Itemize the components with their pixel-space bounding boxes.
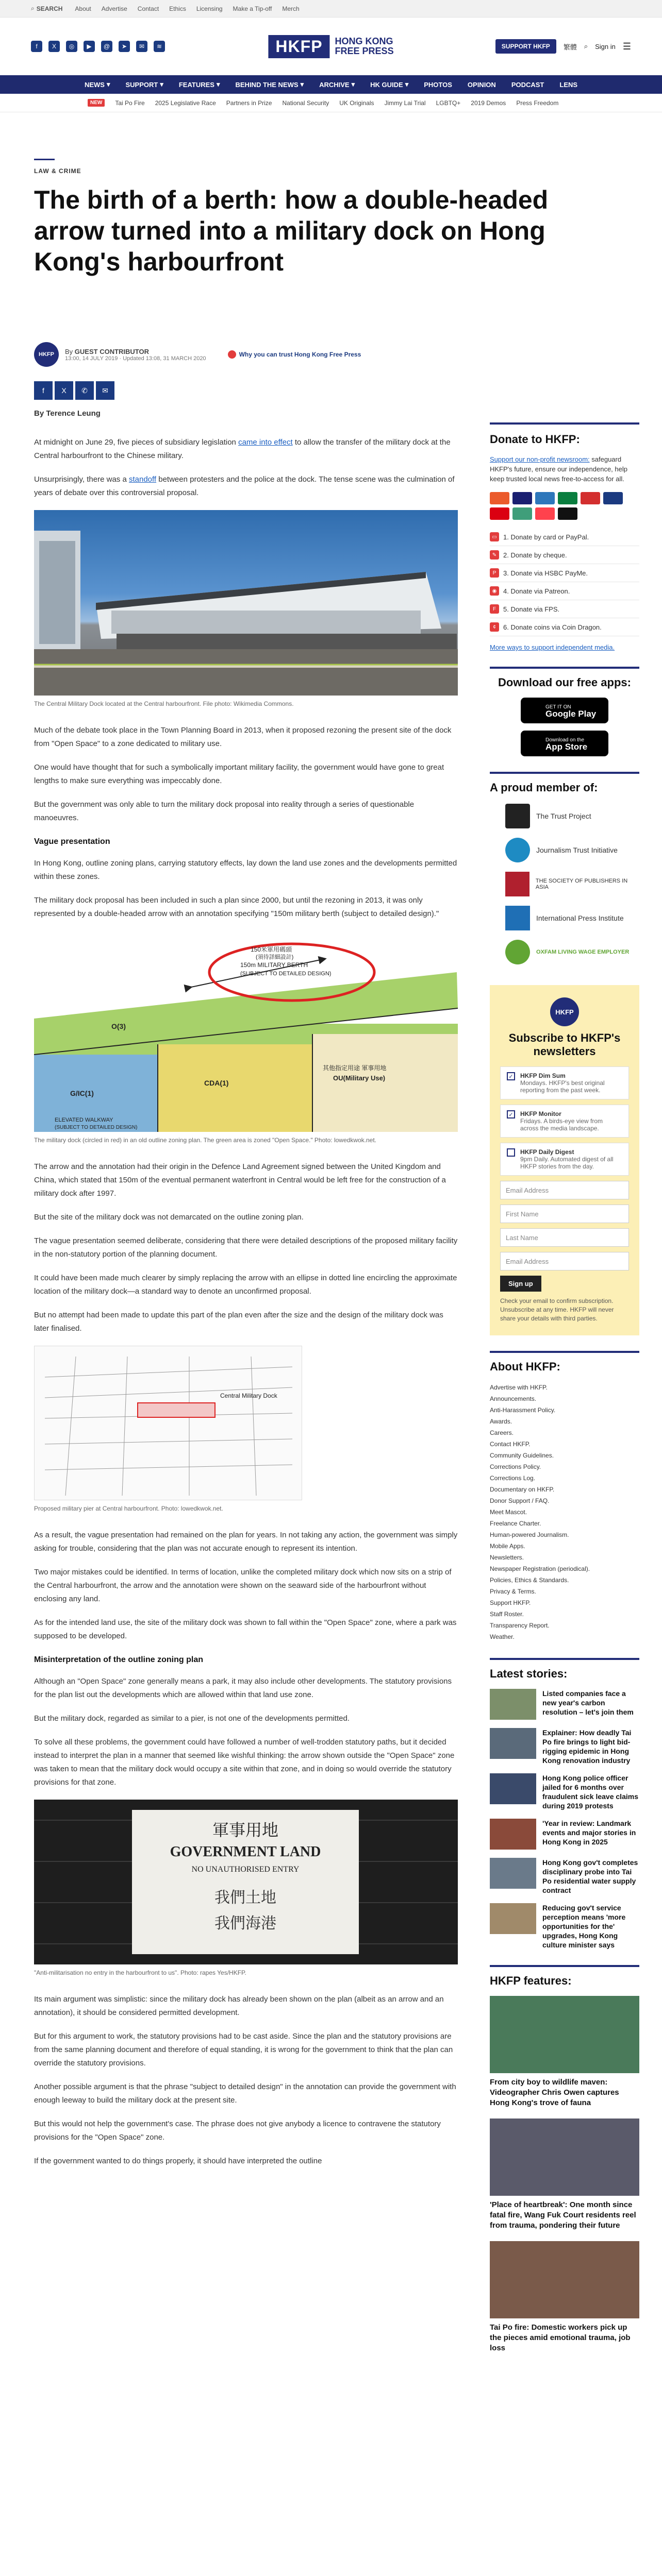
social-links — [31, 41, 165, 52]
member-logo[interactable]: THE SOCIETY OF PUBLISHERS IN ASIA — [505, 872, 639, 896]
map-label: (SUBJECT TO DETAILED DESIGN) — [240, 971, 332, 977]
nav-item-podcast[interactable]: PODCAST — [511, 80, 544, 89]
newsletter-option[interactable]: HKFP Daily Digest 9pm Daily. Automated digest of all HKFP stories from the day. — [500, 1143, 629, 1176]
paragraph: Although an "Open Space" zone generally means a park, it may also include other developments. The statutory provisions for the plan list out the developments which are allowed within that land use zone. — [34, 1677, 452, 1699]
inline-link[interactable]: came into effect — [238, 438, 293, 447]
zoning-map[interactable] — [34, 931, 458, 1132]
story-thumbnail — [490, 1858, 536, 1889]
payment-icons — [490, 492, 639, 520]
latest-title: Latest stories: — [490, 1658, 639, 1681]
category-rule — [34, 159, 55, 160]
map-label: 150m MILITARY BERTH — [240, 961, 308, 969]
about-link[interactable]: Anti-Harassment Policy. — [490, 1406, 556, 1414]
sidebar — [490, 422, 639, 2364]
trending-item[interactable]: 2025 Legislative Race — [155, 99, 216, 107]
about-link[interactable]: Policies, Ethics & Standards. — [490, 1577, 569, 1584]
site-header — [0, 18, 662, 75]
apps-title: Download our free apps: — [490, 667, 639, 689]
paypal-icon — [603, 492, 623, 504]
nav-item-features[interactable]: FEATURES ▾ — [178, 80, 220, 89]
top-link[interactable]: Ethics — [169, 5, 186, 12]
paragraph: The military dock proposal has been included in such a plan since 2000, but until the rezoning in 2013, it was only represented by a double-headed arrow with an annotation specifying "150m military berth (subject to detailed design)." — [34, 896, 439, 918]
figure-caption: "Anti-militarisation no entry in the harbourfront to us". Photo: rapes Yes/HKFP. — [34, 1969, 246, 1976]
chevron-down-icon: ▾ — [300, 80, 304, 88]
latest-story[interactable]: 'Year in review: Landmark events and major stories in Hong Kong in 2025 — [490, 1819, 639, 1850]
paragraph: If the government wanted to do things properly, it should have interpreted the outline — [34, 2157, 322, 2165]
latest-story[interactable]: Hong Kong gov't completes disciplinary probe into Tai Po residential water supply contract — [490, 1858, 639, 1895]
trending-bar — [0, 94, 662, 112]
email-field-top[interactable]: Email Address — [500, 1181, 629, 1199]
nav-item-support[interactable]: SUPPORT ▾ — [125, 80, 163, 89]
chevron-down-icon: ▾ — [351, 80, 355, 88]
donate-option[interactable]: ¢ 6. Donate coins via Coin Dragon. — [490, 618, 639, 636]
section-heading: Misinterpretation of the outline zoning plan — [34, 1655, 203, 1664]
checkbox[interactable] — [507, 1148, 515, 1157]
menu-icon[interactable]: ☰ — [622, 41, 631, 52]
trending-item[interactable]: Jimmy Lai Trial — [384, 99, 426, 107]
chevron-down-icon: ▾ — [106, 80, 110, 88]
about-link[interactable]: Meet Mascot. — [490, 1509, 527, 1516]
newsletter-fineprint: Check your email to confirm subscription. Unsubscribe at any time. HKFP will never share your details with third parties. — [500, 1297, 614, 1322]
about-link[interactable]: Community Guidelines. — [490, 1452, 554, 1459]
author-block — [34, 342, 361, 367]
about-link[interactable]: Announcements. — [490, 1395, 537, 1402]
paragraph: It could have been made much clearer by simply replacing the arrow with an ellipse in dotted line encircling the approximate location of the military dock—a standard way to denote an unconfirmed proposal. — [34, 1274, 457, 1296]
avatar[interactable]: HKFP — [34, 342, 59, 367]
sign-text: GOVERNMENT LAND — [170, 1844, 321, 1860]
share-mail-icon[interactable]: ✉ — [96, 381, 114, 400]
figure-dock-photo — [34, 510, 458, 708]
ipi-icon — [505, 906, 530, 930]
story-thumbnail — [490, 1773, 536, 1804]
article-body — [34, 407, 458, 2178]
protest-sign-photo[interactable] — [34, 1800, 458, 1964]
feature-story[interactable]: 'Place of heartbreak': One month since fatal fire, Wang Fuk Court residents reel from trauma, pondering their future — [490, 2119, 639, 2231]
about-link[interactable]: Mobile Apps. — [490, 1543, 525, 1550]
article-dates: 13:00, 14 JULY 2019 · Updated 13:08, 31 MARCH 2020 — [65, 355, 206, 362]
about-link[interactable]: Donor Support / FAQ. — [490, 1497, 550, 1504]
trending-item[interactable]: Tai Po Fire — [115, 99, 145, 107]
nav-item-lens[interactable]: LENS — [559, 80, 578, 89]
site-logo[interactable] — [268, 35, 393, 58]
donate-more-link[interactable]: More ways to support independent media. — [490, 643, 615, 651]
facebook-icon[interactable]: f — [31, 41, 42, 52]
member-title: A proud member of: — [490, 772, 639, 794]
figure-caption: The military dock (circled in red) in an old outline zoning plan. The green area is zoned "Open Space." Photo: lowedkwok.net. — [34, 1137, 377, 1144]
google-play-button[interactable]: GET IT ON Google Play — [521, 698, 608, 723]
paragraph: Two major mistakes could be identified. In terms of location, unlike the completed military dock which now sits on a strip of the Central harbourfront, the arrow and the annotation were shown on the seaward side of the harbourfront without enclosing any land. — [34, 1568, 452, 1603]
about-link[interactable]: Newspaper Registration (periodical). — [490, 1565, 590, 1572]
about-link[interactable]: Staff Roster. — [490, 1611, 524, 1618]
about-link[interactable]: Advertise with HKFP. — [490, 1384, 548, 1391]
signin-link[interactable]: Sign in — [595, 42, 616, 50]
apple-pay-icon — [558, 507, 577, 520]
feature-story[interactable]: Tai Po fire: Domestic workers pick up the pieces amid emotional trauma, job loss — [490, 2241, 639, 2353]
paragraph: The vague presentation seemed deliberate, considering that there were detailed descriptions of the proposed military facility in the non-statutory portion of the planning document. — [34, 1236, 458, 1259]
about-link[interactable]: Privacy & Terms. — [490, 1588, 536, 1595]
article-title: The birth of a berth: how a double-headed arrow turned into a military dock on Hong Kong's harbourfront — [34, 185, 549, 276]
paragraph: But for this argument to work, the statutory provisions had to be cast aside. Since the plan and the statutory provisions are from the same planning document and therefore of equal standing, it is wrong for the government to think that the plan can override the statutory provisions. — [34, 2032, 453, 2067]
feature-image — [490, 2241, 639, 2318]
figure-caption: The Central Military Dock located at the Central harbourfront. File photo: Wikimedia Commons. — [34, 700, 294, 707]
jti-icon — [505, 838, 530, 862]
paragraph: One would have thought that for such a symbolically important military facility, the government would have gone to great lengths to make sure everything was impeccably done. — [34, 763, 444, 785]
about-link[interactable]: Support HKFP. — [490, 1599, 531, 1606]
checkbox[interactable]: ✓ — [507, 1110, 515, 1118]
figure-zoning-map — [34, 931, 458, 1145]
map-label: ELEVATED WALKWAY — [55, 1117, 113, 1123]
about-link[interactable]: Freelance Charter. — [490, 1520, 541, 1527]
paragraph: But the site of the military dock was not demarcated on the outline zoning plan. — [34, 1213, 304, 1222]
sign-text: 軍事用地 — [212, 1821, 279, 1839]
about-title: About HKFP: — [490, 1351, 639, 1374]
about-link[interactable]: Contact HKFP. — [490, 1440, 531, 1448]
checkbox[interactable]: ✓ — [507, 1072, 515, 1080]
nav-item-behind[interactable]: BEHIND THE NEWS ▾ — [235, 80, 304, 89]
jcb-icon — [558, 492, 577, 504]
about-link[interactable]: Human-powered Journalism. — [490, 1531, 569, 1538]
donate-option[interactable]: F 5. Donate via FPS. — [490, 600, 639, 618]
top-link[interactable]: Licensing — [196, 5, 223, 12]
trust-icon — [228, 350, 236, 359]
share-facebook-icon[interactable]: f — [34, 381, 53, 400]
email-field[interactable]: Email Address — [500, 1252, 629, 1270]
chevron-down-icon: ▾ — [160, 80, 163, 88]
search-link[interactable]: SEARCH — [36, 5, 63, 12]
paragraph: Another possible argument is that the phrase "subject to detailed design" in the annotation can provide the government with enough leeway to build the military dock at the present site. — [34, 2082, 456, 2105]
sign-text: NO UNAUTHORISED ENTRY — [191, 1865, 300, 1874]
paragraph: In Hong Kong, outline zoning plans, carrying statutory effects, lay down the land use zones and the developments permitted within these zones. — [34, 859, 457, 881]
paragraph: But the military dock, regarded as similar to a pier, is not one of the developments permitted. — [34, 1714, 350, 1723]
donate-option[interactable]: ✎ 2. Donate by cheque. — [490, 546, 639, 564]
paragraph: Much of the debate took place in the Town Planning Board in 2013, when it proposed rezoning the present site of the dock from "Open Space" to a zone dedicated to military use. — [34, 726, 452, 748]
latest-story[interactable]: Explainer: How deadly Tai Po fire brings to light bid-rigging epidemic in Hong Kong renovation industry — [490, 1728, 639, 1765]
feature-image — [490, 2119, 639, 2196]
signup-button[interactable]: Sign up — [500, 1276, 541, 1292]
top-links — [75, 5, 299, 12]
donate-lead-link[interactable]: Support our non-profit newsroom: — [490, 455, 590, 463]
inline-link[interactable]: standoff — [128, 475, 157, 484]
trending-item[interactable]: Partners in Prize — [226, 99, 272, 107]
top-link[interactable]: About — [75, 5, 91, 12]
story-thumbnail — [490, 1689, 536, 1720]
nav-item-opinion[interactable]: OPINION — [467, 80, 496, 89]
about-link[interactable]: Careers. — [490, 1429, 514, 1436]
about-link[interactable]: Corrections Log. — [490, 1475, 536, 1482]
paragraph: As for the intended land use, the site of the military dock was shown to fall within the "Open Space" zone, where a park was supposed to be developed. — [34, 1618, 457, 1640]
patreon-icon: ◉ — [490, 586, 499, 596]
about-link[interactable]: Newsletters. — [490, 1554, 524, 1561]
latest-story[interactable]: Listed companies face a new year's carbon resolution – let's join them — [490, 1689, 639, 1720]
newsletter-box — [490, 985, 639, 1335]
map-label: (SUBJECT TO DETAILED DESIGN) — [55, 1125, 138, 1130]
pier-sketch[interactable] — [34, 1346, 302, 1500]
latest-story[interactable]: Reducing gov't service perception means 'more opportunities for the' upgrades, Hong Kong culture minister says — [490, 1903, 639, 1950]
features-title: HKFP features: — [490, 1965, 639, 1988]
figure-protest-sign — [34, 1800, 458, 1977]
app-store-button[interactable]: Download on the App Store — [521, 731, 608, 756]
top-link[interactable]: Merch — [282, 5, 300, 12]
nav-item-guide[interactable]: HK GUIDE ▾ — [370, 80, 409, 89]
paragraph: But the government was only able to turn the military dock proposal into reality through a series of questionable manoeuvres. — [34, 800, 415, 822]
nav-item-news[interactable]: NEWS ▾ — [84, 80, 110, 89]
top-link[interactable]: Advertise — [101, 5, 127, 12]
feature-story[interactable]: From city boy to wildlife maven: Videographer Chris Owen captures Hong Kong's trove of fauna — [490, 1996, 639, 2108]
donate-option[interactable]: ◉ 4. Donate via Patreon. — [490, 582, 639, 600]
section-heading: Vague presentation — [34, 837, 110, 846]
map-label: (須待詳細設計) — [256, 954, 294, 960]
donate-box — [490, 422, 639, 651]
main-nav — [0, 75, 662, 94]
trending-item[interactable]: UK Originals — [339, 99, 374, 107]
new-badge: NEW — [88, 99, 105, 107]
newsletter-title: Subscribe to HKFP's newsletters — [508, 1031, 621, 1058]
newsletter-option[interactable]: ✓ HKFP Monitor Fridays. A birds-eye view from across the media landscape. — [500, 1105, 629, 1138]
oxfam-icon — [505, 940, 530, 964]
paragraph: But no attempt had been made to update this part of the plan even after the size and the design of the military dock was later finalised. — [34, 1311, 443, 1333]
paragraph: But this would not help the government's case. The phrase does not give anybody a licence to contravene the statutory provisions for the "Open Space" zone. — [34, 2120, 441, 2142]
paragraph: Its main argument was simplistic: since the military dock has already been shown on the plan (albeit as an arrow and an annotation), it should be considered permitted development. — [34, 1995, 444, 2017]
coin-icon: ¢ — [490, 622, 499, 632]
member-logo[interactable]: The Trust Project — [505, 804, 639, 828]
donate-title: Donate to HKFP: — [490, 433, 580, 446]
donate-option[interactable]: ▭ 1. Donate by card or PayPal. — [490, 528, 639, 546]
unionpay-icon — [581, 492, 600, 504]
about-link[interactable]: Corrections Policy. — [490, 1463, 541, 1470]
about-link[interactable]: Documentary on HKFP. — [490, 1486, 555, 1493]
figure-caption: Proposed military pier at Central harbourfront. Photo: lowedkwok.net. — [34, 1505, 223, 1512]
figure-pier-sketch — [34, 1346, 458, 1513]
top-link[interactable]: Make a Tip-off — [233, 5, 272, 12]
trending-item[interactable]: National Security — [282, 99, 329, 107]
sopa-icon — [505, 872, 529, 896]
about-links — [490, 1382, 639, 1642]
trending-item[interactable]: Press Freedom — [516, 99, 559, 107]
payme-icon — [490, 507, 509, 520]
youtube-icon[interactable]: ▶ — [84, 41, 95, 52]
map-label: 150米軍用碼頭 — [251, 946, 292, 953]
language-link[interactable]: 繁體 — [563, 43, 577, 51]
share-x-icon[interactable]: X — [55, 381, 73, 400]
paragraph: As a result, the vague presentation had remained on the plan for years. In not taking any action, the government was simply asking for trouble, considering that the plan was not accurate enough to represent its intention. — [34, 1531, 458, 1553]
search-icon[interactable]: ⌕ — [584, 42, 588, 50]
search-icon[interactable]: ⌕ — [31, 5, 35, 12]
donate-text: Support our non-profit newsroom: safeguard HKFP's future, ensure our independence, help keep trusted local news free-to-access for all. — [490, 455, 627, 483]
paragraph: Unsurprisingly, there was a standoff between protesters and the police at the dock. The tense scene was the culmination of years of debate over this controversial proposal. — [34, 475, 455, 497]
last-name-field[interactable]: Last Name — [500, 1228, 629, 1247]
newsletter-option[interactable]: ✓ HKFP Dim Sum Mondays. HKFP's best original reporting from the past week. — [500, 1066, 629, 1099]
card-icon: ▭ — [490, 532, 499, 541]
mail-icon[interactable]: ✉ — [136, 41, 147, 52]
member-logo[interactable]: International Press Institute — [505, 906, 639, 930]
amex-icon — [535, 492, 555, 504]
cheque-icon: ✎ — [490, 550, 499, 560]
trust-link[interactable]: Why you can trust Hong Kong Free Press — [228, 350, 361, 359]
trending-item[interactable]: LGBTQ+ — [436, 99, 461, 107]
top-bar — [0, 0, 662, 18]
sign-text: 我們海港 — [214, 1915, 276, 1932]
map-label: O(3) — [111, 1022, 126, 1030]
article-byline: By Terence Leung — [34, 409, 101, 418]
fps-icon: F — [490, 604, 499, 614]
support-button[interactable]: SUPPORT HKFP — [495, 39, 556, 54]
member-logo[interactable]: Journalism Trust Initiative — [505, 838, 639, 862]
top-link[interactable]: Contact — [137, 5, 159, 12]
map-label: CDA(1) — [204, 1079, 229, 1087]
nav-item-photos[interactable]: PHOTOS — [424, 80, 452, 89]
dock-photo[interactable] — [34, 510, 458, 696]
map-label: OU(Military Use) — [333, 1074, 386, 1082]
donate-option[interactable]: P 3. Donate via HSBC PayMe. — [490, 564, 639, 582]
feature-image — [490, 1996, 639, 2073]
mastercard-icon — [490, 492, 509, 504]
instagram-icon[interactable]: ◎ — [66, 41, 77, 52]
about-link[interactable]: Weather. — [490, 1633, 515, 1640]
trending-item[interactable]: 2019 Demos — [471, 99, 506, 107]
story-thumbnail — [490, 1728, 536, 1759]
share-bar — [34, 381, 114, 400]
author-link[interactable]: GUEST CONTRIBUTOR — [74, 347, 150, 355]
x-icon[interactable]: X — [48, 41, 60, 52]
payme-icon: P — [490, 568, 499, 578]
logo-mark: HKFP — [268, 35, 329, 58]
patreon-icon — [535, 507, 555, 520]
story-thumbnail — [490, 1819, 536, 1850]
member-logo[interactable]: OXFAM LIVING WAGE EMPLOYER — [505, 940, 639, 964]
trust-project-icon — [505, 804, 530, 828]
telegram-icon[interactable]: ➤ — [119, 41, 130, 52]
first-name-field[interactable]: First Name — [500, 1205, 629, 1223]
paragraph: At midnight on June 29, five pieces of subsidiary legislation came into effect to allow the transfer of the military dock at the Central harbourfront to the Chinese military. — [34, 438, 451, 460]
fps-icon — [512, 507, 532, 520]
threads-icon[interactable]: @ — [101, 41, 112, 52]
rss-icon[interactable]: ≋ — [154, 41, 165, 52]
nav-item-archive[interactable]: ARCHIVE ▾ — [319, 80, 355, 89]
logo-name: HONG KONG FREE PRESS — [335, 36, 394, 56]
paragraph: The arrow and the annotation had their origin in the Defence Land Agreement signed between the United Kingdom and China, which stated that 150m of the eventual permanent waterfront in Central would be left free for the construction of a military dock after 1997. — [34, 1162, 446, 1198]
about-link[interactable]: Awards. — [490, 1418, 512, 1425]
article-category[interactable]: LAW & CRIME — [34, 167, 81, 175]
chevron-down-icon: ▾ — [216, 80, 220, 88]
map-label: 其他指定用途 軍事用地 — [323, 1064, 387, 1072]
share-whatsapp-icon[interactable]: ✆ — [75, 381, 94, 400]
about-link[interactable]: Transparency Report. — [490, 1622, 550, 1629]
map-label: G/IC(1) — [70, 1089, 94, 1097]
header-actions — [495, 39, 631, 54]
visa-icon — [512, 492, 532, 504]
chevron-down-icon: ▾ — [405, 80, 409, 88]
newsletter-brand: HKFP — [550, 997, 579, 1026]
paragraph: To solve all these problems, the government could have followed a number of well-trodden statutory paths, but it decided instead to interpret the plan in a manner that seemed like wishful thinking: the arrow shown outside the "Open Space" zone was taken to mean that the military dock would occupy a site within that zone, and in doing so would override the statutory provisions for that zone. — [34, 1738, 455, 1787]
sign-text: 我們土地 — [214, 1889, 276, 1906]
latest-story[interactable]: Hong Kong police officer jailed for 6 months over fraudulent sick leave claims during 2019 protests — [490, 1773, 639, 1810]
author-meta: By GUEST CONTRIBUTOR 13:00, 14 JULY 2019 · Updated 13:08, 31 MARCH 2020 — [65, 347, 206, 362]
sketch-label: Central Military Dock — [220, 1392, 277, 1399]
story-thumbnail — [490, 1903, 536, 1934]
